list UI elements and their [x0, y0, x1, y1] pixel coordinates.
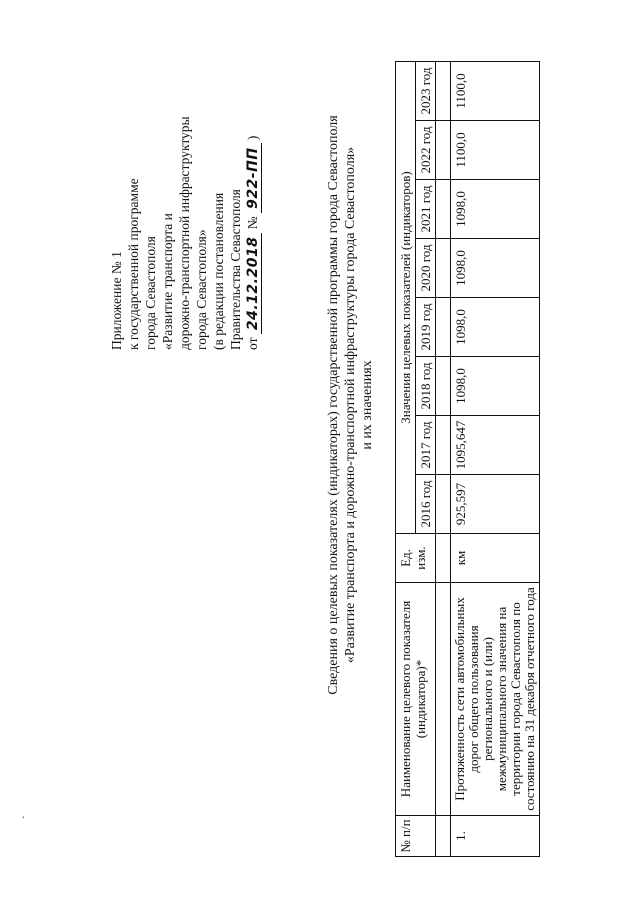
heading-line-1: Сведения о целевых показателях (индикаторах) государственной программы города Севастополя — [326, 115, 341, 695]
header-name: Наименование целевого показателя (индикатора)* — [396, 583, 436, 816]
row-value: 1098,0 — [451, 239, 540, 298]
appendix-line: города Севастополя — [143, 236, 158, 350]
document-heading — [325, 0, 376, 845]
header-year: 2020 год — [416, 239, 436, 298]
row-value: 925,597 — [451, 475, 540, 534]
indicators-table — [395, 61, 540, 857]
header-year: 2017 год — [416, 416, 436, 475]
appendix-block — [108, 10, 262, 350]
header-year: 2018 год — [416, 357, 436, 416]
resolution-date: 24.12.2018 — [245, 233, 262, 335]
row-value: 1098,0 — [451, 298, 540, 357]
spacer-cell — [436, 239, 451, 298]
appendix-line: к государственной программе — [126, 178, 141, 350]
spacer-cell — [436, 816, 451, 857]
spacer-cell — [436, 534, 451, 583]
appendix-line: города Севастополя» — [194, 229, 209, 350]
heading-line-3: и их значениях — [360, 360, 375, 450]
header-values-group: Значения целевых показателей (индикаторов) — [396, 62, 416, 534]
appendix-line: Приложение № 1 — [109, 251, 124, 350]
header-year: 2019 год — [416, 298, 436, 357]
header-num: № п/п — [396, 816, 436, 857]
row-value: 1100,0 — [451, 121, 540, 180]
spacer-cell — [436, 583, 451, 816]
spacer-cell — [436, 62, 451, 121]
spacer-cell — [436, 357, 451, 416]
row-num: 1. — [451, 816, 540, 857]
appendix-line: дорожно-транспортной инфраструктуры — [177, 116, 192, 350]
resolution-date-line — [244, 10, 262, 350]
heading-line-2: «Развитие транспорта и дорожно-транспортной инфраструктуры города Севастополя» — [343, 146, 358, 664]
corner-mark: · — [18, 815, 30, 819]
spacer-cell — [436, 180, 451, 239]
spacer-cell — [436, 298, 451, 357]
row-value: 1095,647 — [451, 416, 540, 475]
date-prefix: от — [245, 337, 260, 350]
row-value: 1098,0 — [451, 180, 540, 239]
table-spacer-row — [436, 62, 451, 857]
header-year: 2022 год — [416, 121, 436, 180]
appendix-line: Правительства Севастополя — [228, 189, 243, 350]
number-prefix: № — [245, 216, 260, 230]
closing-paren: ) — [245, 135, 260, 141]
header-year: 2023 год — [416, 62, 436, 121]
row-unit: км — [451, 534, 540, 583]
header-year: 2021 год — [416, 180, 436, 239]
resolution-number: 922-ПП — [245, 143, 262, 212]
spacer-cell — [436, 416, 451, 475]
table-row — [451, 62, 540, 857]
table-header-row — [396, 62, 416, 857]
row-value: 1098,0 — [451, 357, 540, 416]
spacer-cell — [436, 121, 451, 180]
row-value: 1100,0 — [451, 62, 540, 121]
appendix-line: «Развитие транспорта и — [160, 213, 175, 350]
row-name: Протяженность сети автомобильных дорог общего пользования регионального и (или) межмуниципального значения на территории города Севастополя по состоянию на 31 декабря отчетного года — [451, 583, 540, 816]
header-year: 2016 год — [416, 475, 436, 534]
spacer-cell — [436, 475, 451, 534]
header-unit: Ед. изм. — [396, 534, 436, 583]
appendix-line: (в редакции постановления — [211, 192, 226, 350]
